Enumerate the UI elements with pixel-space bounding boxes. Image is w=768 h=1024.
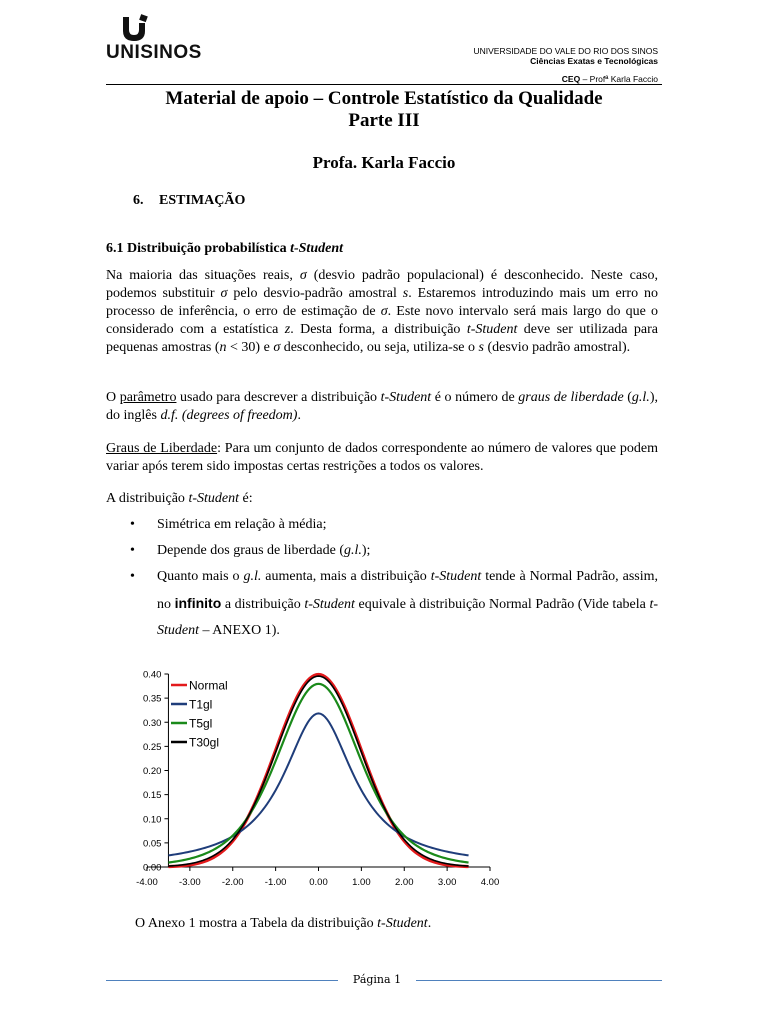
bullet-2-text-b: ); xyxy=(361,543,371,558)
logo-text: UNISINOS xyxy=(106,42,202,63)
property-list xyxy=(130,512,658,644)
p2-text-b: usado para descrever a distribuição xyxy=(176,390,381,405)
y-tick-label: 0.40 xyxy=(142,669,162,681)
bullet-icon: • xyxy=(130,569,135,584)
bullet-3-text-d: a distribuição xyxy=(221,597,305,612)
t-student-term: t-Student xyxy=(430,569,482,584)
bullet-icon: • xyxy=(130,543,135,558)
p2-text-f: . xyxy=(297,408,301,423)
p3-text: : Para um conjunto de dados correspondente ao número de valores que podem variar após terem sido impostas certas restrições a todos os valores. xyxy=(106,441,658,474)
chart-legend xyxy=(171,679,228,750)
title-line-1: Material de apoio – Controle Estatístico da Qualidade xyxy=(165,88,603,109)
legend-label: T5gl xyxy=(189,716,213,731)
bullet-2-text-a: Depende dos graus de liberdade ( xyxy=(157,543,344,558)
subsection-prefix: 6.1 Distribuição probabilística xyxy=(106,241,291,256)
p2-text-e: ), do inglês xyxy=(106,390,658,423)
document-title xyxy=(106,88,662,132)
p4-text-b: é: xyxy=(238,491,253,506)
legend-label: T30gl xyxy=(189,735,220,750)
y-tick-label: 0.25 xyxy=(142,741,162,753)
caption-text-a: O Anexo 1 mostra a Tabela da distribuição xyxy=(135,916,378,931)
footer-rule-right xyxy=(416,980,662,981)
header-info xyxy=(473,46,658,84)
p4-text-a: A distribuição xyxy=(106,491,189,506)
z-symbol: z xyxy=(284,322,291,337)
x-tick-label: 4.00 xyxy=(480,877,500,888)
bullet-3-text-e: equivale à distribuição Normal Padrão (Vide tabela xyxy=(354,597,650,612)
list-item xyxy=(130,512,658,538)
list-item xyxy=(130,538,658,564)
subsection-heading xyxy=(106,241,343,257)
gl-term: g.l. xyxy=(343,543,362,558)
y-tick-label: 0.30 xyxy=(142,717,162,729)
bullet-3-text-b: aumenta, mais a distribuição xyxy=(261,569,431,584)
p1-text-a: Na maioria das situações reais, xyxy=(106,268,300,283)
s-symbol: s xyxy=(402,286,409,301)
chart-caption xyxy=(135,916,431,932)
gl-term: g.l. xyxy=(631,390,650,405)
p1-text-b: (desvio padrão populacional) é desconhecido. Neste caso, podemos substituir xyxy=(106,268,659,301)
paragraph-3 xyxy=(106,440,658,476)
p1-text-i: desconhecido, ou seja, utiliza-se o xyxy=(280,340,479,355)
bullet-3-text-f: – ANEXO 1). xyxy=(199,623,280,638)
x-tick-label: 2.00 xyxy=(395,877,414,888)
university-name: UNIVERSIDADE DO VALE DO RIO DOS SINOS xyxy=(473,46,658,56)
p1-text-h: < 30) e xyxy=(226,340,274,355)
p2-text-a: O xyxy=(106,390,120,405)
sigma-symbol: σ xyxy=(273,340,281,355)
infinito-term: infinito xyxy=(174,595,222,611)
parametro-term: parâmetro xyxy=(119,390,177,405)
section-title: ESTIMAÇÃO xyxy=(159,193,246,208)
t-student-term: t-Student xyxy=(157,597,659,638)
p1-text-d: . Estaremos introduzindo mais um erro no processo de inferência, o erro de estimação de xyxy=(106,286,659,319)
gl-term: g.l. xyxy=(243,569,262,584)
p1-text-c: pelo desvio-padrão amostral xyxy=(227,286,403,301)
y-tick-label: 0.15 xyxy=(142,790,162,802)
list-item xyxy=(130,564,658,644)
p1-text-g: deve ser utilizada para pequenas amostras ( xyxy=(106,322,658,355)
center-name: Ciências Exatas e Tecnológicas xyxy=(530,56,658,66)
p1-text-e: . Este novo intervalo será mais largo do que o considerado com a estatística xyxy=(106,304,658,337)
graus-liberdade-heading: Graus de Liberdade xyxy=(106,441,218,456)
t-student-term: t-Student xyxy=(304,597,355,612)
t-student-term: t-Student xyxy=(380,390,432,405)
x-tick-label: 0.00 xyxy=(309,877,328,888)
y-tick-label: 0.35 xyxy=(142,693,162,705)
s-symbol: s xyxy=(478,340,484,355)
unisinos-logo xyxy=(106,14,202,64)
p2-text-d: ( xyxy=(623,390,632,405)
x-tick-label: -3.00 xyxy=(179,877,201,888)
y-tick-label: 0.20 xyxy=(142,766,162,777)
df-term: d.f. (degrees of freedom) xyxy=(160,408,298,423)
title-line-2: Parte III xyxy=(348,110,420,131)
page-number: Página 1 xyxy=(352,973,402,986)
footer-rule-left xyxy=(106,980,338,981)
p1-text-j: (desvio padrão amostral). xyxy=(483,340,631,355)
y-tick-label: 0.10 xyxy=(142,814,162,826)
t-student-term: t-Student xyxy=(188,491,239,506)
legend-label: Normal xyxy=(189,678,228,693)
series-normal-line xyxy=(168,675,468,867)
n-symbol: n xyxy=(219,340,227,355)
subsection-italic: t-Student xyxy=(290,241,343,256)
legend-label: T1gl xyxy=(189,697,213,712)
graus-liberdade-term: graus de liberdade xyxy=(518,390,624,405)
caption-text-b: . xyxy=(427,916,432,931)
bullet-3-text-a: Quanto mais o xyxy=(157,569,244,584)
paragraph-4 xyxy=(106,490,658,508)
section-heading xyxy=(133,193,245,209)
y-tick-label: 0.00 xyxy=(142,862,162,874)
series-t5gl-line xyxy=(168,684,468,863)
x-tick-label: -4.00 xyxy=(136,877,158,888)
t-student-term: t-Student xyxy=(377,916,428,931)
series-t30gl-line xyxy=(168,676,468,866)
section-number: 6. xyxy=(133,193,144,208)
x-tick-label: -1.00 xyxy=(264,877,287,888)
p2-text-c: é o número de xyxy=(431,390,519,405)
course-line xyxy=(473,74,658,84)
unisinos-logo-mark-icon xyxy=(120,14,150,42)
sigma-symbol: σ xyxy=(299,268,307,283)
chart-curves xyxy=(168,675,468,867)
t-student-term: t-Student xyxy=(466,322,518,337)
y-tick-label: 0.05 xyxy=(142,838,162,850)
sigma-symbol: σ xyxy=(220,286,228,301)
author: Profa. Karla Faccio xyxy=(312,153,456,172)
distribution-chart xyxy=(110,660,510,895)
paragraph-1 xyxy=(106,267,658,357)
bullet-icon: • xyxy=(130,517,135,532)
sigma-symbol: σ xyxy=(380,304,388,319)
course-teacher: – Profª Karla Faccio xyxy=(580,74,658,84)
paragraph-2 xyxy=(106,389,658,425)
x-tick-label: 1.00 xyxy=(352,877,371,888)
p1-text-f: . Desta forma, a distribuição xyxy=(290,322,467,337)
bullet-1-text: Simétrica em relação à média; xyxy=(157,517,327,532)
x-tick-label: 3.00 xyxy=(437,877,457,888)
bullet-3-text-c: tende à Normal Padrão, assim, no xyxy=(157,569,659,612)
x-tick-label: -2.00 xyxy=(221,877,244,888)
course-code: CEQ xyxy=(561,74,581,84)
header-rule xyxy=(106,84,662,85)
